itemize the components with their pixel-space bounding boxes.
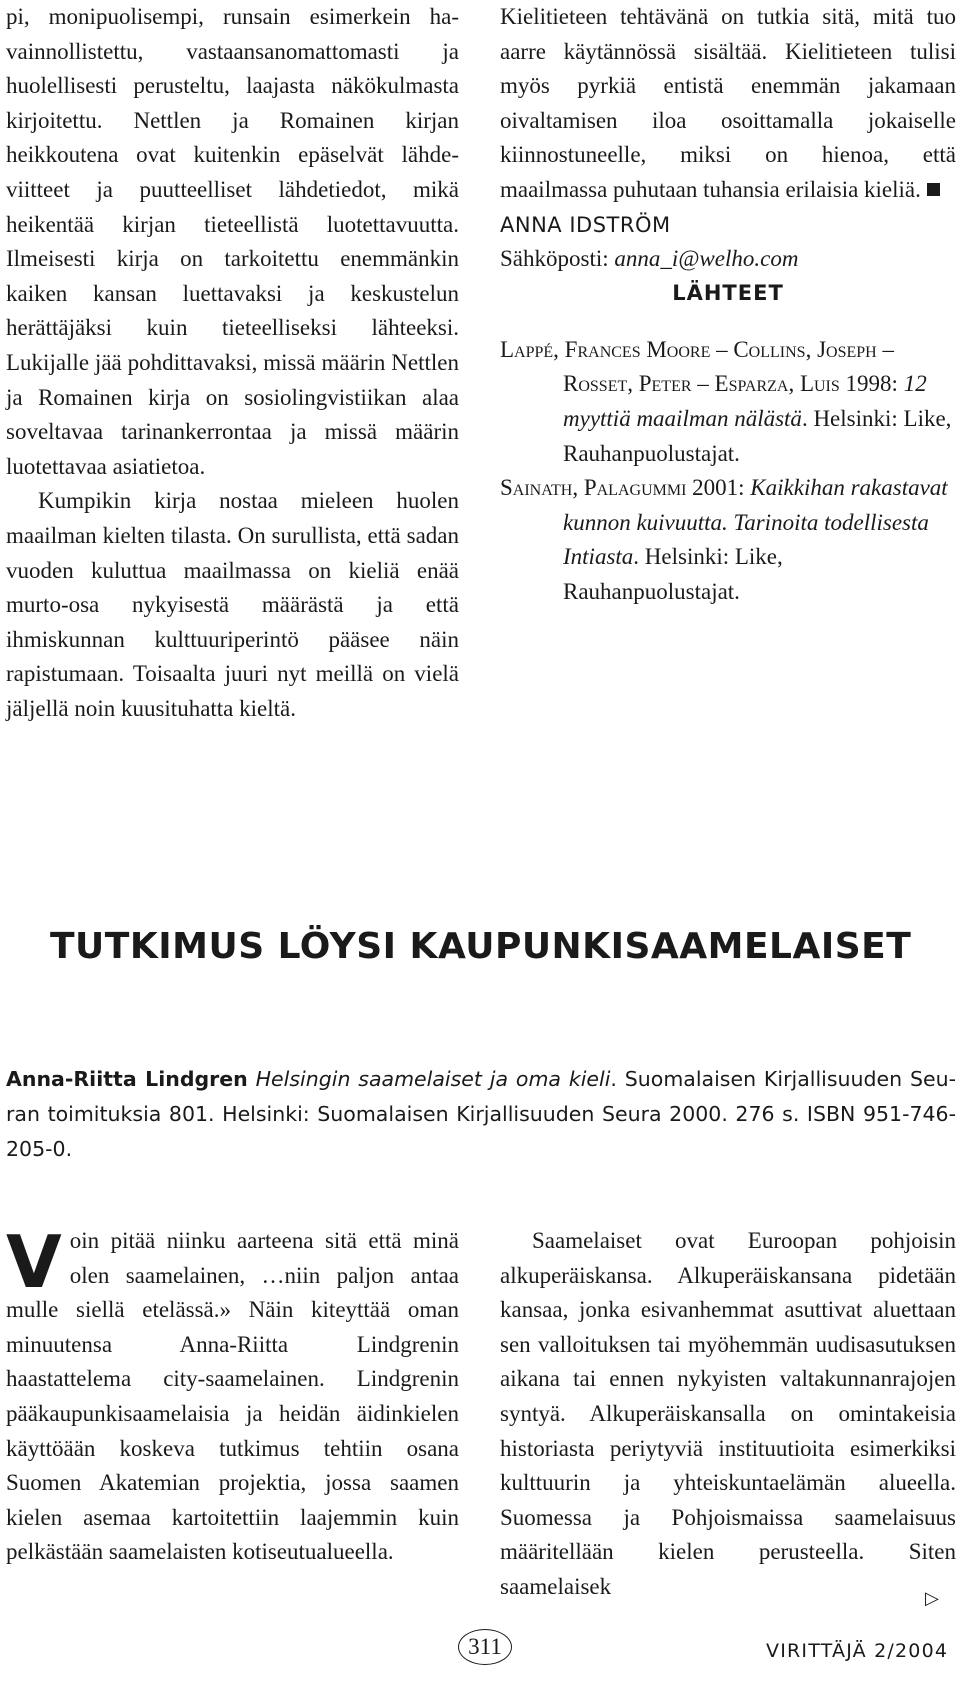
top-left-column	[6, 0, 459, 726]
reference-authors: Sainath, Palagummi	[500, 475, 687, 501]
journal-issue: VIRITTÄJÄ 2/2004	[766, 1640, 949, 1662]
reference-authors: Lappé, Frances Moore – Collins, Joseph – Rosset, Peter – Esparza, Luis	[500, 336, 894, 397]
reference-title: Kaikkihan rakastavat kunnon kuivuutta. Tarinoita todellisesta Intiasta	[563, 475, 948, 570]
reference-title: 12 myyttiä maailman nälästä	[563, 371, 927, 431]
reference-publisher: . Helsinki: Like, Rauhanpuolustajat.	[563, 405, 952, 466]
book-details: . Suomalaisen Kirjallisuuden Seuran toimituksia 801. Helsinki: Suomalaisen Kirjallisuuden Seura 2000. 276 s. ISBN 951-746-205-0.	[6, 1067, 956, 1161]
bottom-left-column	[6, 1220, 459, 1570]
reference-publisher: . Helsinki: Like, Rauhanpuolustajat.	[563, 544, 783, 604]
body-paragraph: pi, monipuolisempi, runsain esimerkein havainnollistettu, vastaansanomattomasti ja huolellisesti perusteltu, laajasta näkökulmasta kirjoitettu. Nettlen ja Romainen kirjan heikkoutena ovat kuitenkin epäselvät lähdeviitteet ja puutteelliset lähdetiedot, mikä heikentää kirjan tieteellistä luotettavuutta. Ilmeisesti kirja on tarkoitettu enemmänkin kaiken kansan luettavaksi ja keskustelun herättäjäksi kuin tieteelliseksi lähteeksi. Lukijalle jää pohdittavaksi, missä määrin Nettlen ja Romainen kirja on sosiolingvistiikan alaa soveltavaa tarinankerrontaa ja missä määrin luotettavaa asiatietoa.	[6, 4, 459, 479]
author-email-line	[500, 242, 956, 277]
top-right-column	[500, 0, 956, 610]
review-author-name: ANNA IDSTRÖM	[500, 212, 671, 237]
book-author: Anna-Riitta Lindgren	[6, 1067, 248, 1091]
references-list	[500, 333, 956, 610]
reference-item	[500, 471, 956, 609]
bottom-right-column	[500, 1224, 956, 1605]
continue-arrow-icon: ▷	[925, 1588, 939, 1609]
reference-year: 1998:	[839, 371, 904, 397]
article-title: TUTKIMUS LÖYSI KAUPUNKISAAMELAISET	[50, 926, 912, 967]
page-number: 311	[458, 1629, 512, 1665]
email-label: Sähköposti:	[500, 245, 615, 271]
book-title: Helsingin saamelaiset ja oma kieli	[255, 1067, 611, 1091]
body-paragraph	[500, 0, 956, 208]
reference-year: 2001:	[686, 475, 751, 501]
end-of-article-icon	[927, 183, 940, 196]
drop-cap: V	[6, 1220, 62, 1304]
body-paragraph: Kumpikin kirja nostaa mieleen huolen maailman kielten tilasta. On surullista, että sadan vuoden kuluttua maailmassa on kieliä enää murto-osa nykyisestä määrästä ja että ihmiskunnan kulttuuriperintö pääsee näin rapistumaan. Toisaalta juuri nyt meillä on vielä jäljellä noin kuusituhatta kieltä.	[6, 488, 459, 721]
body-paragraph: Saamelaiset ovat Euroopan pohjoisin alkuperäiskansa. Alkuperäiskansana pidetään kansaa, jonka esivanhemmat asuttivat aluettaan sen valloituksen tai myöhemmän uudisasutuksen aikana tai ennen nykyisten valtakunnanrajojen syntyä. Alkuperäiskansalla on omintakeisia historiasta periytyviä instituutioita esimerkiksi kulttuurin ja yhteiskuntaelämän alueella. Suomessa ja Pohjoismaissa saamelaisuus määritellään kielen perusteella. Siten saamelaisek	[500, 1228, 956, 1599]
body-text: oin pitää niinku aarteena sitä että minä olen saamelainen, …niin paljon antaa mulle siellä etelässä.» Näin kiteyttää oman minuutensa Anna-Riitta Lindgrenin haastattelema city-saamelainen. Lindgrenin pääkaupunkisaamelaisia ja heidän äidinkielen käyttöään koskeva tutkimus tehtiin osana Suomen Akatemian projektia, jossa saamen kielen asemaa kartoitettiin laajemmin kuin pelkästään saamelaisten kotiseutualueella.	[6, 1228, 459, 1565]
body-paragraph	[6, 1220, 459, 1570]
body-text: Kielitieteen tehtävänä on tutkia sitä, mitä tuo aarre käytännössä sisältää. Kielitieteen tulisi myös pyrkiä entistä enemmän jakamaan oivaltamisen iloa osoittamalla jokaiselle kiinnostuneelle, miksi on hienoa, että maailmassa puhutaan tuhansia erilaisia kieliä.	[500, 4, 956, 202]
reference-item	[500, 333, 956, 471]
references-heading: LÄHTEET	[672, 281, 784, 306]
author-email: anna_i@welho.com	[614, 245, 799, 271]
reviewed-book-info	[6, 1062, 956, 1167]
